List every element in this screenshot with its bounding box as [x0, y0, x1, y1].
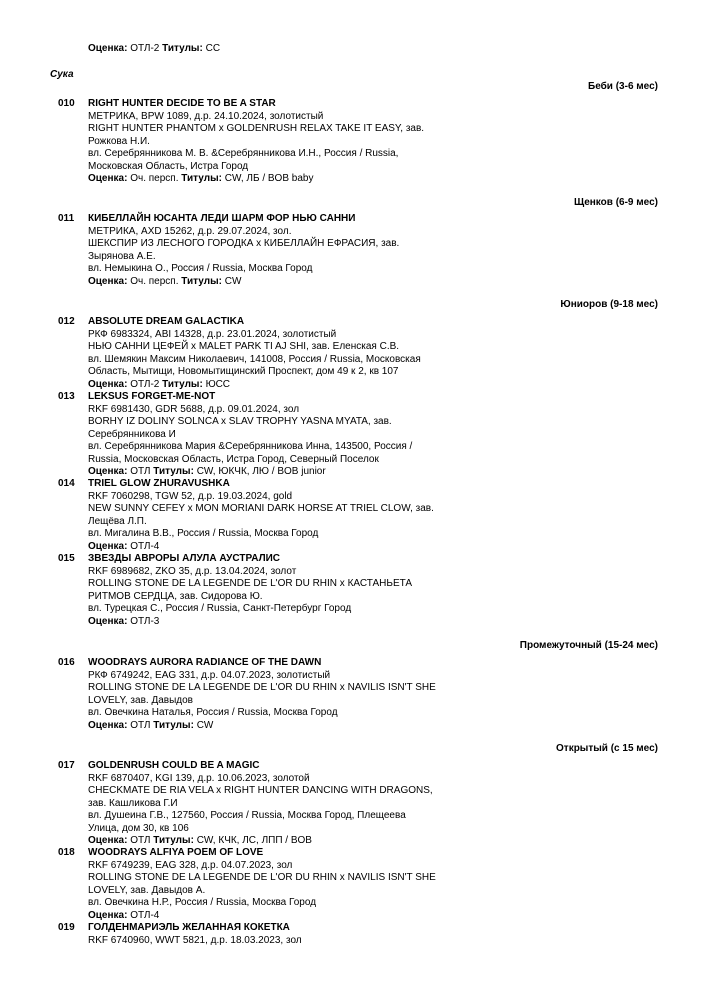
score-value: ОТЛ-2: [130, 43, 160, 54]
entry-number: 011: [58, 213, 75, 224]
owner: вл. Овечкина Наталья, Россия / Russia, Москва Город: [88, 707, 338, 718]
score-label: Оценка:: [88, 275, 128, 287]
class-heading-puppy: Щенков (6-9 мес): [574, 197, 658, 208]
dog-name: TRIEL GLOW ZHURAVUSHKA: [88, 478, 230, 489]
dog-name: LEKSUS FORGET-ME-NOT: [88, 391, 216, 402]
registration: RKF 6749239, EAG 328, д.р. 04.07.2023, зол: [88, 859, 293, 871]
registration: RKF 6740960, WWT 5821, д.р. 18.03.2023, зол: [88, 934, 302, 946]
entry-number: 012: [58, 316, 75, 327]
score-line: [88, 276, 468, 289]
breeder: LOVELY, зав. Давыдов А.: [88, 884, 206, 896]
titles-value: CW, ЮКЧК, ЛЮ / BOB junior: [196, 466, 326, 477]
entry-number: 010: [58, 98, 75, 109]
parents: НЬЮ САННИ ЦЕФЕЙ x MALET PARK TI AJ SHI, зав. Еленская С.В.: [88, 341, 400, 352]
score-value: Оч. персп.: [130, 275, 179, 287]
titles-label: Титулы:: [162, 43, 203, 54]
score-value: ОТЛ-3: [130, 615, 160, 627]
score-line: [88, 835, 468, 848]
score-value: ОТЛ-2: [130, 378, 160, 390]
titles-label: Титулы:: [162, 378, 203, 390]
entry-number: 016: [58, 657, 75, 668]
titles-value: ЮСС: [205, 378, 231, 390]
score-line: [88, 466, 468, 479]
owner-address: Russia, Московская Область, Истра Город, Северный Поселок: [88, 453, 379, 465]
owner: вл. Овечкина Н.Р., Россия / Russia, Москва Город: [88, 897, 317, 908]
owner: вл. Турецкая С., Россия / Russia, Санкт-Петербург Город: [88, 603, 352, 614]
registration: МЕТРИКА, BPW 1089, д.р. 24.10.2024, золотистый: [88, 110, 324, 122]
score-line: [88, 720, 468, 733]
breeder: LOVELY, зав. Давыдов: [88, 694, 193, 706]
titles-label: Титулы:: [153, 835, 194, 846]
owner: вл. Серебрянникова М. В. &Серебрянникова И.Н., Россия / Russia,: [88, 148, 399, 159]
score-label: Оценка:: [88, 719, 128, 731]
titles-value: CW: [224, 275, 242, 287]
owner-address: Область, Мытищи, Новомытищинский Проспект, дом 49 к 2, кв 107: [88, 366, 399, 377]
score-label: Оценка:: [88, 173, 128, 184]
entry-details: [88, 98, 468, 186]
registration: МЕТРИКА, AXD 15262, д.р. 29.07.2024, зол.: [88, 225, 292, 237]
entry-details: [88, 391, 468, 479]
parents: ШЕКСПИР ИЗ ЛЕСНОГО ГОРОДКА x КИБЕЛЛАЙН ЕФРАСИЯ, зав.: [88, 238, 400, 249]
registration: РКФ 6983324, ABI 14328, д.р. 23.01.2024, золотистый: [88, 328, 337, 340]
score-line: [88, 541, 468, 554]
entry-details: [88, 760, 468, 848]
titles-value: CW: [196, 719, 214, 731]
owner: вл. Немыкина О., Россия / Russia, Москва Город: [88, 263, 313, 274]
entry-details: [88, 553, 468, 628]
parents: BORHY IZ DOLINY SOLNCA x SLAV TROPHY YASNA MYATA, зав.: [88, 416, 392, 427]
dog-name: КИБЕЛЛАЙН ЮСАНТА ЛЕДИ ШАРМ ФОР НЬЮ САННИ: [88, 213, 356, 224]
breeder: зав. Кашликова Г.И: [88, 797, 178, 809]
titles-value: CW, КЧК, ЛС, ЛПП / BOB: [196, 835, 312, 846]
entry-details: [88, 657, 468, 732]
score-value: ОТЛ: [130, 719, 151, 731]
entry-number: 017: [58, 760, 75, 771]
score-line: [88, 379, 468, 392]
score-label: Оценка:: [88, 615, 128, 627]
owner-address: Московская Область, Истра Город: [88, 160, 249, 172]
class-heading-intermediate: Промежуточный (15-24 мес): [519, 640, 658, 651]
entry-number: 013: [58, 391, 75, 402]
registration: RKF 6989682, ZKO 35, д.р. 13.04.2024, золот: [88, 565, 297, 577]
registration: RKF 6981430, GDR 5688, д.р. 09.01.2024, зол: [88, 403, 300, 415]
breeder: Лещёва Л.П.: [88, 515, 147, 527]
dog-name: ГОЛДЕНМАРИЭЛЬ ЖЕЛАННАЯ КОКЕТКА: [88, 922, 290, 933]
score-label: Оценка:: [88, 466, 128, 477]
sex-heading: Сука: [50, 69, 74, 80]
score-line: [88, 173, 468, 186]
owner-address: Улица, дом 30, кв 106: [88, 822, 189, 834]
score-line: [88, 616, 468, 629]
score-value: ОТЛ: [130, 835, 151, 846]
breeder: Серебрянникова И: [88, 428, 176, 440]
entry-number: 019: [58, 922, 75, 933]
breeder: Рожкова Н.И.: [88, 135, 150, 147]
parents: NEW SUNNY CEFEY x MON MORIANI DARK HORSE AT TRIEL CLOW, зав.: [88, 503, 434, 514]
score-label: Оценка:: [88, 835, 128, 846]
dog-name: ABSOLUTE DREAM GALACTIKA: [88, 316, 245, 327]
score-value: ОТЛ-4: [130, 540, 160, 552]
dog-name: WOODRAYS ALFIYA POEM OF LOVE: [88, 847, 264, 858]
entry-details: [88, 478, 468, 553]
titles-label: Титулы:: [153, 719, 194, 731]
entry-details: [88, 213, 468, 288]
previous-entry-score: [88, 43, 220, 56]
score-label: Оценка:: [88, 909, 128, 921]
registration: RKF 7060298, TGW 52, д.р. 19.03.2024, gold: [88, 490, 293, 502]
score-value: ОТЛ-4: [130, 909, 160, 921]
score-label: Оценка:: [88, 540, 128, 552]
score-line: [88, 910, 468, 923]
entry-number: 014: [58, 478, 75, 489]
titles-label: Титулы:: [181, 173, 222, 184]
owner: вл. Серебрянникова Мария &Серебрянникова Инна, 143500, Россия /: [88, 441, 413, 452]
class-heading-junior: Юниоров (9-18 мес): [560, 299, 658, 310]
parents: RIGHT HUNTER PHANTOM x GOLDENRUSH RELAX TAKE IT EASY, зав.: [88, 123, 425, 134]
owner: вл. Шемякин Максим Николаевич, 141008, Россия / Russia, Московская: [88, 353, 421, 365]
entry-number: 015: [58, 553, 75, 564]
dog-name: RIGHT HUNTER DECIDE TO BE A STAR: [88, 98, 276, 109]
parents: ROLLING STONE DE LA LEGENDE DE L'OR DU RHIN x NAVILIS ISN'T SHE: [88, 682, 436, 693]
titles-value: CW, ЛБ / BOB baby: [224, 173, 314, 184]
breeder: Зырянова А.Е.: [88, 250, 156, 262]
score-label: Оценка:: [88, 43, 128, 54]
titles-label: Титулы:: [181, 275, 222, 287]
parents: ROLLING STONE DE LA LEGENDE DE L'OR DU RHIN x NAVILIS ISN'T SHE: [88, 872, 436, 883]
titles-label: Титулы:: [153, 466, 194, 477]
breeder: РИТМОВ СЕРДЦА, зав. Сидорова Ю.: [88, 590, 263, 602]
titles-value: CC: [205, 43, 221, 54]
dog-name: WOODRAYS AURORA RADIANCE OF THE DAWN: [88, 657, 322, 668]
score-value: ОТЛ: [130, 466, 151, 477]
registration: RKF 6870407, KGI 139, д.р. 10.06.2023, золотой: [88, 772, 310, 784]
entry-details: [88, 316, 468, 391]
owner: вл. Душеина Г.В., 127560, Россия / Russia, Москва Город, Плещеева: [88, 810, 406, 821]
entry-details: [88, 847, 468, 922]
score-label: Оценка:: [88, 378, 128, 390]
parents: ROLLING STONE DE LA LEGENDE DE L'OR DU RHIN x КАСТАНЬЕТА: [88, 578, 413, 589]
dog-name: GOLDENRUSH COULD BE A MAGIC: [88, 760, 260, 771]
class-heading-baby: Беби (3-6 мес): [588, 81, 658, 92]
dog-name: ЗВЕЗДЫ АВРОРЫ АЛУЛА АУСТРАЛИС: [88, 553, 281, 564]
entry-number: 018: [58, 847, 75, 858]
class-heading-open: Открытый (с 15 мес): [556, 743, 658, 754]
parents: CHECKMATE DE RIA VELA x RIGHT HUNTER DANCING WITH DRAGONS,: [88, 785, 433, 796]
entry-details: [88, 922, 468, 947]
score-value: Оч. персп.: [130, 173, 179, 184]
owner: вл. Мигалина В.В., Россия / Russia, Москва Город: [88, 528, 319, 539]
registration: РКФ 6749242, EAG 331, д.р. 04.07.2023, золотистый: [88, 669, 331, 681]
